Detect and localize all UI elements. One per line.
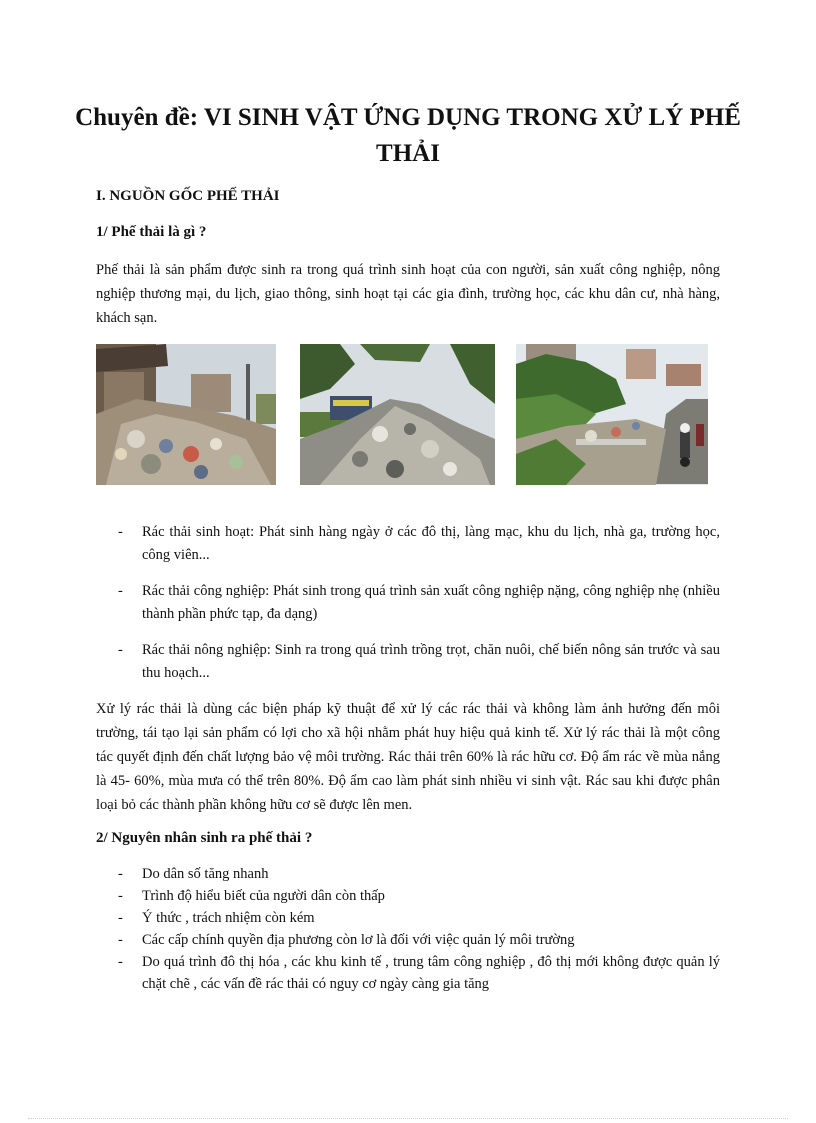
causes-list [96, 863, 720, 995]
list-item [96, 951, 720, 995]
intro-paragraph: Phế thải là sản phẩm được sinh ra trong quá trình sinh hoạt của con người, sản xuất công nghiệp, nông nghiệp thương mại, du lịch, giao thông, sinh hoạt tại các gia đình, trường học, các khu dân cư, nhà hàng, khách sạn. [96, 262, 720, 326]
list-item [96, 885, 720, 907]
subheading-causes: 2/ Nguyên nhân sinh ra phế thải ? [96, 830, 313, 846]
bullet-dash: - [118, 910, 123, 926]
list-item-text: Ý thức , trách nhiệm còn kém [142, 910, 315, 926]
waste-photo-row [96, 344, 708, 486]
list-item [96, 929, 720, 951]
photo-dump-by-house [96, 344, 276, 485]
list-item [96, 521, 720, 567]
list-item [96, 580, 720, 626]
bullet-dash: - [118, 866, 123, 882]
list-item-text: Các cấp chính quyền địa phương còn lơ là đối với việc quản lý môi trường [142, 932, 575, 948]
bullet-dash: - [118, 524, 123, 540]
section-heading-origin: I. NGUỒN GỐC PHẾ THẢI [96, 188, 280, 204]
list-item-text: Rác thải nông nghiệp: Sinh ra trong quá trình trồng trọt, chăn nuôi, chế biến nông sản trước và sau thu hoạch... [142, 642, 720, 681]
waste-types-list [96, 521, 720, 698]
bullet-dash: - [118, 932, 123, 948]
bullet-dash: - [118, 954, 123, 970]
photo-roadside-garbage [516, 344, 708, 485]
document-title: Chuyên đề: VI SINH VẬT ỨNG DỤNG TRONG XỬ LÝ PHẾ THẢI [75, 104, 741, 167]
list-item-text: Do dân số tăng nhanh [142, 866, 269, 882]
photo-garbage-mountain [300, 344, 495, 485]
list-item-text: Rác thải sinh hoạt: Phát sinh hàng ngày ở các đô thị, làng mạc, khu du lịch, nhà ga, trường học, công viên... [142, 524, 720, 563]
list-item-text: Rác thải công nghiệp: Phát sinh trong quá trình sản xuất công nghiệp nặng, công nghiệp nhẹ (nhiều thành phần phức tạp, đa dạng) [142, 583, 720, 622]
bullet-dash: - [118, 583, 123, 599]
list-item [96, 639, 720, 685]
bullet-dash: - [118, 888, 123, 904]
list-item-text: Trình độ hiểu biết của người dân còn thấp [142, 888, 385, 904]
page-bottom-rule [28, 1118, 788, 1119]
list-item-text: Do quá trình đô thị hóa , các khu kinh tế , trung tâm công nghiệp , đô thị mới không được quản lý chặt chẽ , các vấn đề rác thải có nguy cơ ngày càng gia tăng [142, 954, 720, 992]
list-item [96, 907, 720, 929]
list-item [96, 863, 720, 885]
subheading-what-is-waste: 1/ Phế thải là gì ? [96, 224, 207, 240]
treatment-paragraph: Xử lý rác thải là dùng các biện pháp kỹ thuật để xử lý các rác thải và không làm ảnh hưởng đến môi trường, tái tạo lại sản phẩm có lợi cho xã hội nhằm phát huy hiệu quả kinh tế. Xử lý rác thải là một công tác quyết định đến chất lượng bảo vệ môi trường. Rác thải trên 60% là rác hữu cơ. Độ ẩm rác về mùa nắng là 45- 60%, mùa mưa có thể trên 80%. Độ ẩm cao làm phát sinh nhiều vi sinh vật. Rác sau khi được phân loại bỏ các thành phần không hữu cơ sẽ được lên men. [96, 701, 720, 813]
bullet-dash: - [118, 642, 123, 658]
